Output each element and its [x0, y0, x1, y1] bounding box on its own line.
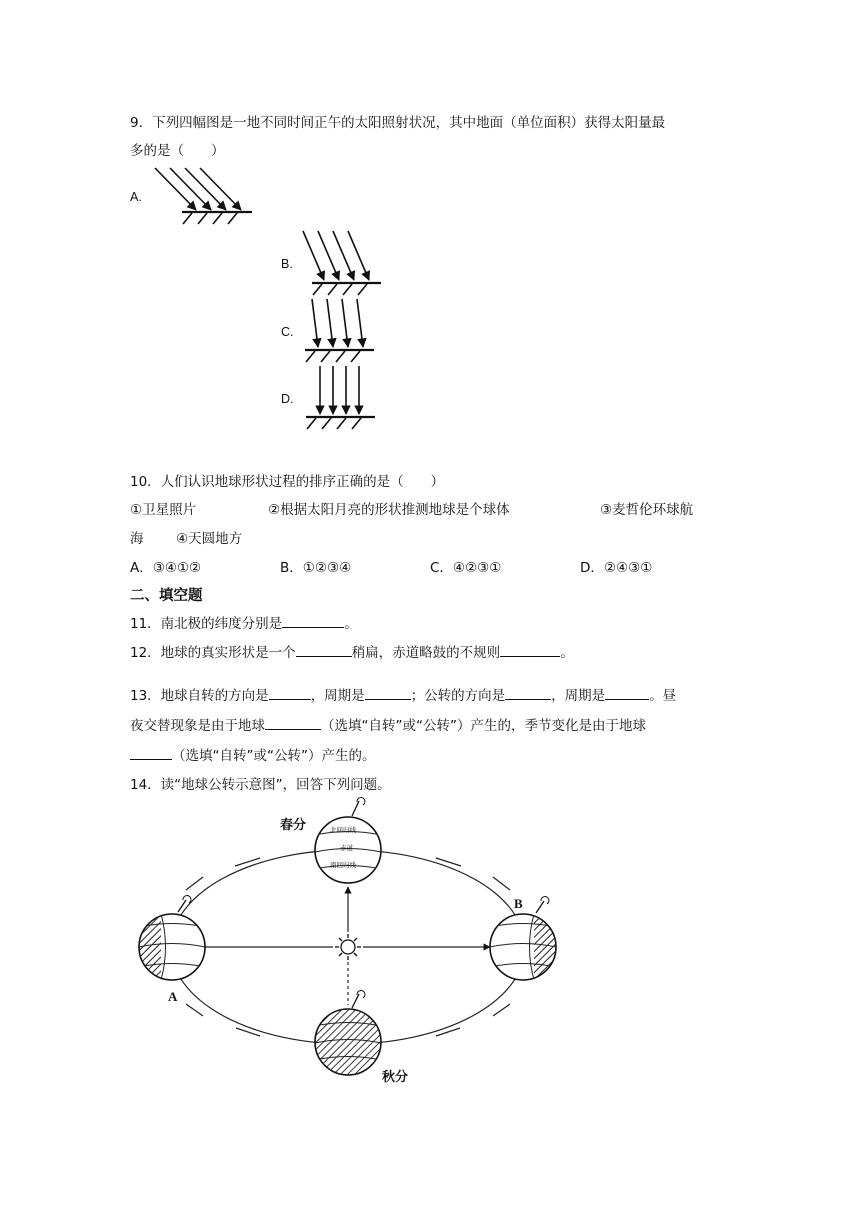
earth-b-icon [490, 897, 556, 980]
label-autumn-equinox: 秋分 [382, 1070, 409, 1085]
q10-stem: 10．人们认识地球形状过程的排序正确的是（ ） [130, 474, 445, 490]
q9-option-c-label: C. [281, 325, 294, 339]
q11-end: 。 [344, 616, 358, 632]
label-equator: 赤道 [340, 844, 353, 852]
q11-text: 11．南北极的纬度分别是 [130, 616, 283, 632]
q9-option-b-label: B. [281, 257, 293, 271]
section-title-fill-in: 二、填空题 [130, 588, 203, 604]
q9-stem-line1: 9．下列四幅图是一地不同时间正午的太阳照射状况，其中地面（单位面积）获得太阳量最 [130, 115, 666, 131]
q10-choice-d[interactable]: D．②④③① [580, 560, 653, 576]
q10-item-1: ①卫星照片 [130, 502, 197, 518]
q13-text-8: （选填“自转”或“公转”）产生的。 [172, 748, 376, 764]
q13-text-6: 夜交替现象是由于地球 [130, 718, 265, 734]
q10-item-3: ③麦哲伦环球航 [600, 502, 694, 518]
q10-choice-c[interactable]: C．④②③① [430, 560, 502, 576]
q10-item-2: ②根据太阳月亮的形状推测地球是个球体 [268, 502, 510, 518]
label-b: B [514, 896, 523, 911]
earth-a-icon [139, 896, 205, 980]
label-tropic-north: 北回归线 [330, 826, 356, 834]
q9-stem-line2: 多的是（ ） [130, 143, 225, 159]
q13-text-3: ；公转的方向是 [410, 688, 506, 704]
q13-text-1: 13．地球自转的方向是 [130, 688, 269, 704]
earth-spring-equinox-icon [315, 798, 381, 883]
q9-option-d-label: D. [281, 392, 294, 406]
q13-text-2: ，周期是 [310, 688, 365, 704]
q10-choice-a[interactable]: A．③④①② [130, 560, 202, 576]
label-tropic-south: 南回归线 [330, 861, 356, 869]
q12-end: 。 [560, 645, 574, 661]
q9-option-a-label: A. [130, 190, 142, 204]
label-spring-equinox: 春分 [280, 818, 307, 833]
sun-icon [335, 934, 361, 960]
q12-middle: 稍扁，赤道略鼓的不规则 [351, 645, 501, 661]
q14-stem: 14．读“地球公转示意图”，回答下列问题。 [130, 777, 391, 793]
q10-item-4: ④天圆地方 [176, 531, 243, 547]
q13-text-4: ，周期是 [551, 688, 606, 704]
q12-text: 12．地球的真实形状是一个 [130, 645, 296, 661]
q10-choice-b[interactable]: B．①②③④ [280, 560, 352, 576]
label-a: A [168, 989, 178, 1004]
q13-text-5: 。昼 [649, 688, 677, 704]
q13-text-7: （选填“自转”或“公转”）产生的，季节变化是由于地球 [321, 718, 646, 734]
q10-item-3-cont: 海 [130, 531, 144, 547]
earth-autumn-equinox-icon [315, 991, 381, 1075]
